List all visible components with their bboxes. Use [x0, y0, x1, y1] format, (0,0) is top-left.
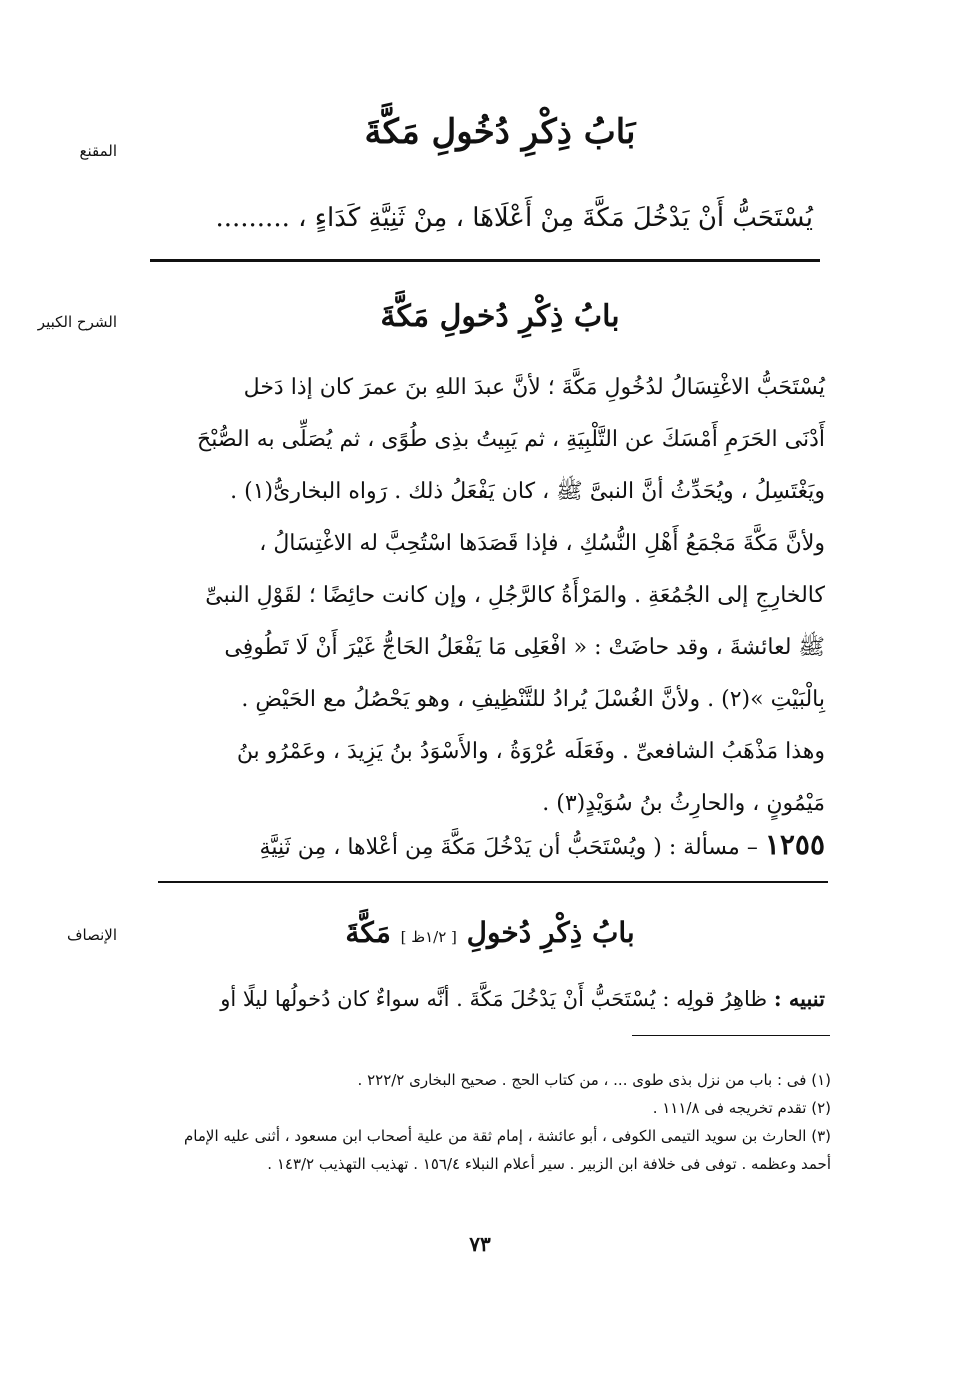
body-line: وهذا مَذْهَبُ الشافعىِّ . وفَعَلَه عُرْوَةُ ، والأَسْوَدُ بنُ يَزِيدَ ، وعَمْرُو بنُ — [236, 739, 825, 764]
footnote: (٢) تقدم تخريجه فى ١١١/٨ . — [652, 1099, 831, 1117]
body-line: يُسْتَحَبُّ الاغْتِسَالُ لدُخُولِ مَكَّةَ ؛ لأنَّ عبدَ اللهِ بنَ عمرَ كان إذا دَخل — [243, 375, 825, 400]
title-insaf-part-a: بابُ ذِكْرِ دُخولِ — [466, 916, 635, 949]
insaf-text-body: ظاهِرُ قولِه : يُسْتَحَبُّ أَنْ يَدْخُلَ مَكَّةَ . أنَّه سواءٌ كان دُخولُها ليلًا أو — [220, 987, 768, 1011]
tanbih-label: تنبيه : — [773, 986, 825, 1011]
masala-text: – مسألة : ( ويُسْتَحَبُّ أن يَدْخُلَ مَكَّةَ مِن أعْلاها ، مِن ثَنِيَّةِ — [259, 835, 758, 860]
side-label-insaf: الإنصاف — [66, 926, 117, 944]
section-divider-2 — [158, 881, 828, 883]
footnote-divider — [632, 1035, 830, 1036]
body-line: ولأنَّ مَكَّةَ مَجْمَعُ أَهْلِ النُّسُكِ ، فإذا قَصَدَها اسْتُحِبَّ له الاغْتِسَالُ ، — [259, 531, 825, 556]
footnotes — [141, 1066, 831, 1178]
side-label-sharh-kabir: الشرح الكبير — [37, 313, 117, 331]
muqni-text: يُسْتَحَبُّ أَنْ يَدْخُلَ مَكَّةَ مِنْ أَعْلَاهَا ، مِنْ ثَنِيَّةِ كَدَاءٍ ، ......... — [215, 203, 813, 233]
section-title-sharh: بابُ ذِكْرِ دُخولِ مَكَّةَ — [380, 299, 620, 334]
body-line: مَيْمُونٍ ، والحارِثُ بنُ سُوَيْدٍ(٣) . — [542, 791, 825, 816]
insaf-text — [135, 976, 825, 1022]
side-label-muqni: المقنع — [79, 142, 117, 160]
body-line: كالخارِجِ إلى الجُمُعَةِ . والمَرْأَةُ كالرَّجُلِ ، وإن كانت حائِضًا ؛ لقَوْلِ النبىِّ — [205, 583, 825, 608]
body-line: أَدْنَى الحَرَمِ أَمْسَكَ عن التَّلْبِيَةِ ، ثم يَبِيتُ بذِى طُوًى ، ثم يُصَلِّى به الصُّبْحَ — [197, 427, 825, 452]
title-insaf-part-b: مَكَّةَ — [345, 916, 391, 949]
footnote: (١) فى : باب من نزل بذى طوى ... ، من كتاب الحج . صحيح البخارى ٢٢٢/٢ . — [357, 1071, 831, 1089]
section-title-insaf — [250, 910, 730, 960]
body-line: ويَغْتَسِلُ ، ويُحَدِّثُ أنَّ النبىَّ ﷺ ، كان يَفْعَلُ ذلك . رَواه البخارىُّ(١) . — [230, 479, 825, 504]
masala-number: ١٢٥٥ — [764, 828, 825, 861]
section-title-muqni: بَابُ ذِكْرِ دُخُولِ مَكَّةَ — [364, 112, 636, 152]
page-number: ٧٣ — [469, 1232, 491, 1256]
footnote: أحمد وعظمه . توفى فى خلافة ابن الزبير . سير أعلام النبلاء ١٥٦/٤ . تهذيب التهذيب ١٤٣/٢ . — [267, 1155, 831, 1173]
masala-line — [135, 822, 825, 871]
body-line: ﷺ لعائشةَ ، وقد حاضَتْ : « افْعَلِى مَا يَفْعَلُ الحَاجُّ غَيْرَ أَنْ لَا تَطُوفِى — [224, 635, 825, 660]
sharh-body — [135, 362, 825, 830]
body-line: بِالْبَيْتِ »(٢) . ولأنَّ الغُسْلَ يُرادُ للتَّنْظِيفِ ، وهو يَحْصُلُ مع الحَيْضِ . — [241, 687, 825, 712]
footnote: (٣) الحارث بن سويد التيمى الكوفى ، أبو عائشة ، إمام ثقة من علية أصحاب ابن مسعود ، أثنى عليه الإمام — [184, 1127, 831, 1145]
manuscript-ref: [ ١/٢ظ ] — [400, 928, 457, 946]
section-divider-1 — [150, 259, 820, 262]
